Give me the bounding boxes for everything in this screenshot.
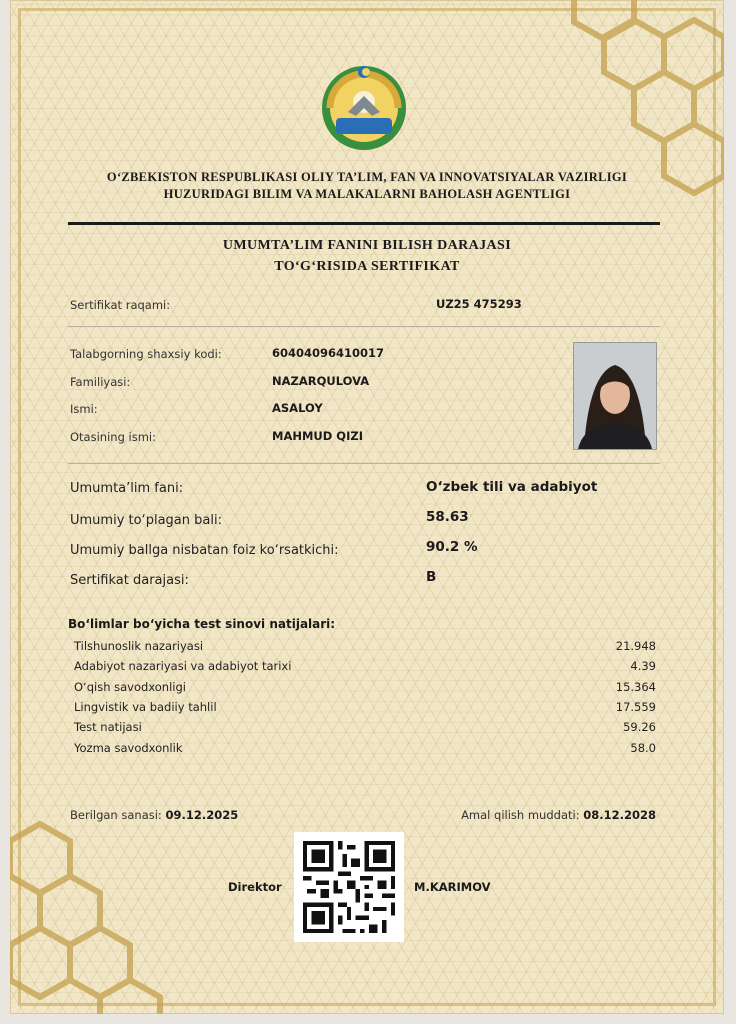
section-name: Adabiyot nazariyasi va adabiyot tarixi [74,659,292,673]
first-name: ASALOY [272,401,323,415]
list-item [74,720,656,738]
state-emblem-icon [318,62,410,154]
section-name: Lingvistik va badiiy tahlil [74,700,217,714]
personal-code: 60404096410017 [272,346,385,360]
list-item [74,741,656,759]
valid-until-label: Amal qilish muddati: [461,808,580,822]
issuer-line-2: HUZURIDAGI BILIM VA MALAKALARNI BAHOLASH AGENTLIGI [163,187,571,201]
level-label: Sertifikat darajasi: [70,573,189,588]
issue-date-label: Berilgan sanasi: [70,808,162,822]
section-name: Tilshunoslik nazariyasi [74,639,204,653]
section-name: Test natijasi [74,720,142,734]
percent: 90.2 % [426,539,478,555]
patronymic-label: Otasining ismi: [70,430,156,444]
patronymic: MAHMUD QIZI [272,429,363,443]
surname-label: Familiyasi: [70,375,131,389]
corner-ornament-bottom-left [10,804,250,1014]
subject-label: Umumta’lim fani: [70,481,184,496]
first-name-label: Ismi: [70,402,98,416]
certificate-sheet [10,0,724,1014]
total-score-label: Umumiy to‘plagan bali: [70,513,222,528]
divider [68,326,660,327]
section-score: 4.39 [630,659,656,673]
subject: O‘zbek tili va adabiyot [426,479,598,495]
section-score: 15.364 [615,680,656,694]
director-label: Direktor [228,880,282,894]
holder-photo [573,342,657,450]
list-item [74,680,656,698]
certificate-title-line-1: UMUMTA’LIM FANINI BILISH DARAJASI [222,238,512,253]
issue-date-block [70,808,238,822]
percent-label: Umumiy ballga nisbatan foiz ko‘rsatkichi: [70,543,339,558]
section-score: 58.0 [630,741,656,755]
certificate-title-line-2: TO‘G‘RISIDA SERTIFIKAT [274,259,460,274]
valid-until-date: 08.12.2028 [583,808,656,822]
certificate-number-label: Sertifikat raqami: [70,298,171,312]
section-name: O‘qish savodxonligi [74,680,186,694]
director-name: M.KARIMOV [414,880,491,894]
issuer-line-1: O‘ZBEKISTON RESPUBLIKASI OLIY TA’LIM, FAN VA INNOVATSIYALAR VAZIRLIGI [106,170,628,184]
section-score: 59.26 [623,720,656,734]
list-item [74,700,656,718]
certificate-level: B [426,569,437,585]
valid-until-block [461,808,656,822]
list-item [74,659,656,677]
divider [68,463,660,464]
list-item [74,639,656,657]
heading-divider [68,222,660,225]
sections-title: Bo‘limlar bo‘yicha test sinovi natijalari: [68,617,336,631]
certificate-number: UZ25 475293 [436,297,522,311]
section-score: 17.559 [615,700,656,714]
total-score: 58.63 [426,509,469,525]
section-score: 21.948 [615,639,656,653]
section-name: Yozma savodxonlik [74,741,183,755]
qr-code-icon [294,832,404,942]
issue-date: 09.12.2025 [165,808,239,822]
personal-code-label: Talabgorning shaxsiy kodi: [70,347,222,361]
surname: NAZARQULOVA [272,374,370,388]
